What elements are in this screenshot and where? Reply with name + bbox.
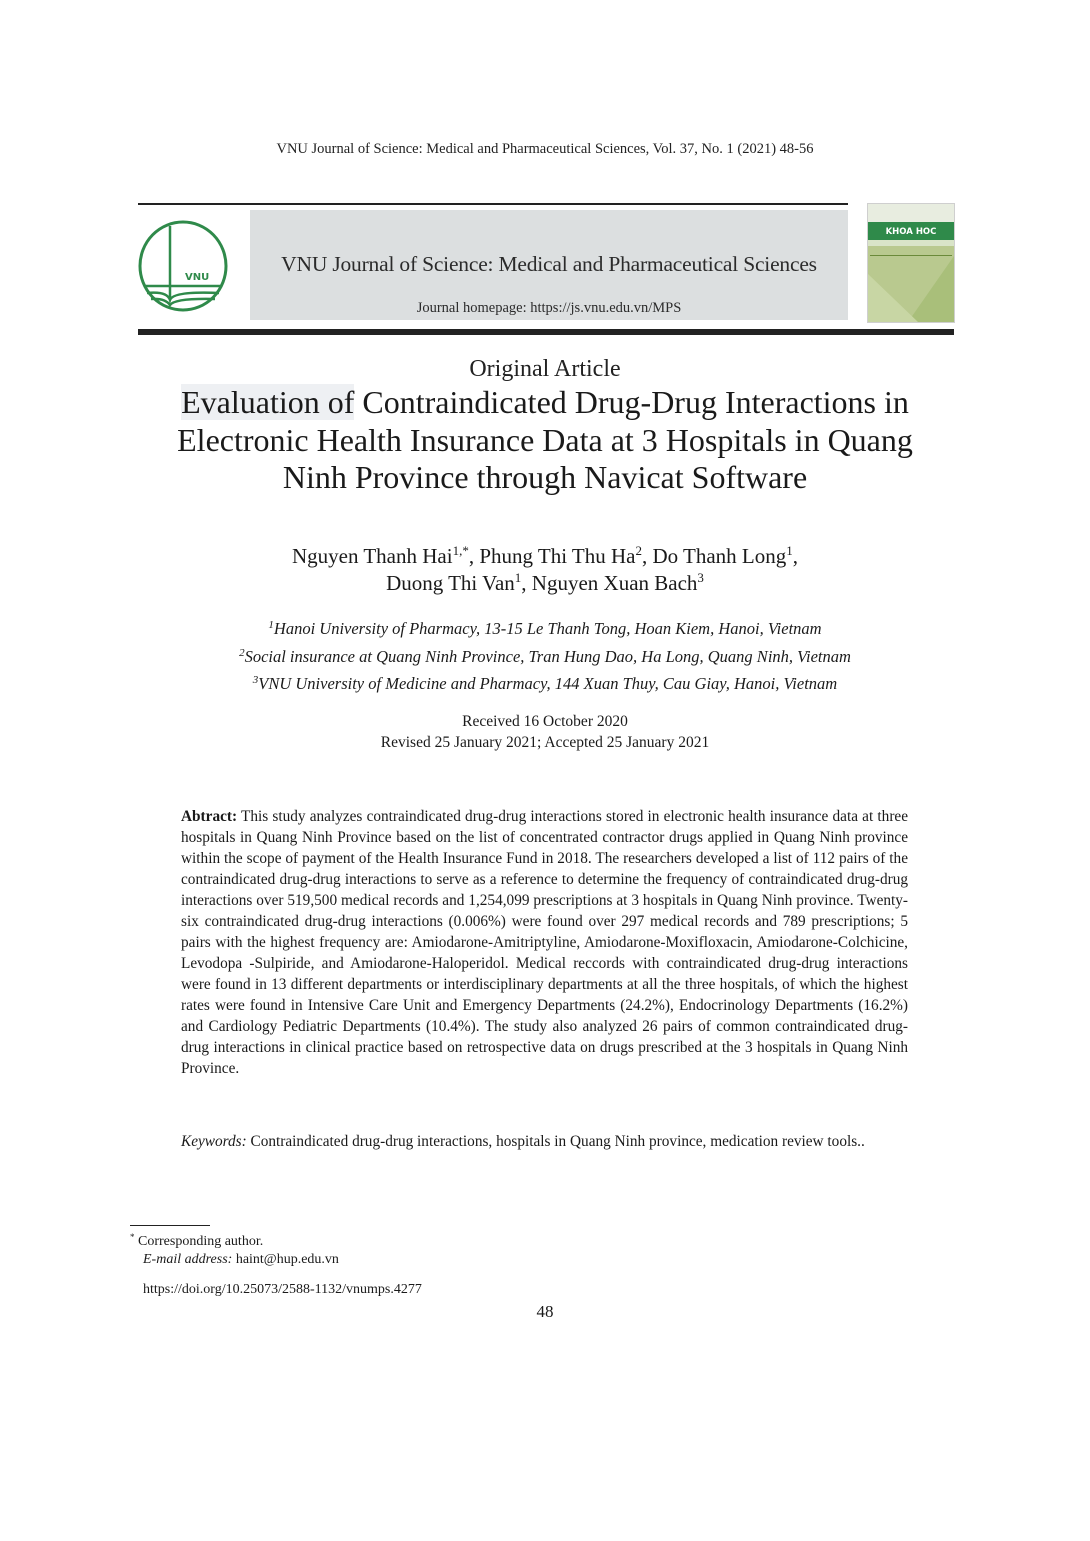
separator: , bbox=[521, 571, 532, 595]
journal-title: VNU Journal of Science: Medical and Pharmaceutical Sciences bbox=[281, 252, 817, 276]
affiliation bbox=[150, 643, 940, 671]
doi-link[interactable]: https://doi.org/10.25073/2588-1132/vnumps.4277 bbox=[143, 1282, 422, 1297]
affil-text: Hanoi University of Pharmacy, 13-15 Le Thanh Tong, Hoan Kiem, Hanoi, Vietnam bbox=[273, 619, 822, 638]
article-dates bbox=[0, 711, 1090, 753]
journal-homepage-link[interactable]: Journal homepage: https://js.vnu.edu.vn/MPS bbox=[416, 300, 682, 316]
corresponding-author-note bbox=[130, 1233, 263, 1251]
author-affil-sup: 1 bbox=[514, 570, 522, 585]
author-affil-sup: 2 bbox=[635, 543, 642, 558]
received-date: Received 16 October 2020 bbox=[462, 713, 628, 730]
affil-sup: 3 bbox=[252, 674, 259, 686]
cover-title: KHOA HOC bbox=[885, 227, 937, 237]
separator: , bbox=[792, 544, 798, 568]
revised-accepted-date: Revised 25 January 2021; Accepted 25 January 2021 bbox=[380, 734, 710, 751]
author: Duong Thi Van bbox=[386, 571, 515, 595]
article-title bbox=[150, 384, 940, 497]
title-line3: Ninh Province through Navicat Software bbox=[282, 459, 808, 495]
abstract-label: Abtract: bbox=[181, 808, 238, 825]
corresponding-text: Corresponding author. bbox=[134, 1234, 264, 1249]
author-affil-sup: 1,* bbox=[452, 543, 469, 558]
title-line2: Electronic Health Insurance Data at 3 Hospitals in Quang bbox=[177, 421, 913, 458]
email-note bbox=[143, 1251, 339, 1269]
separator: , bbox=[468, 544, 480, 568]
affil-sup: 2 bbox=[239, 646, 245, 659]
cover-subtitle-strip bbox=[868, 240, 954, 246]
affiliation bbox=[150, 670, 940, 698]
masthead-bottom-rule bbox=[138, 329, 954, 335]
separator: , bbox=[641, 544, 653, 568]
article-type: Original Article bbox=[469, 356, 621, 382]
abstract-text: This study analyzes contraindicated drug-drug interactions stored in electronic health insurance data at three hospitals in Quang Ninh Province based on the list of concentrated contractor drugs applied in Quang Ninh province within the scope of payment of the Health Insurance Fund in 2018. The researchers developed a list of 112 pairs of the contraindicated drug-drug interactions to serve as a reference to determine the frequency of contraindicated drug-drug interactions over 519,500 medical records and 1,254,099 prescriptions at 3 hospitals in Quang Ninh province. Twenty-six contraindicated drug-drug interactions (0.006%) were found over 297 medical records and 789 prescriptions; 5 pairs with the highest frequency are: Amiodarone-Amitriptyline, Amiodarone-Moxifloxacin, Amiodarone-Colchicine, Levodopa -Sulpiride, and Amiodarone-Haloperidol. Medical reccords with contraindicated drug-drug interactions were found in 13 different departments or interdisciplinary departments at all the three hospitals, of which the highest rates were found in Intensive Care Unit and Emergency Departments (24.2%), Endocrinology Departments (16.2%) and Cardiology Pediatric Departments (10.4%). The study also analyzed 26 pairs of common contraindicated drug-drug interactions in clinical practice based on retrospective data on drugs prescribed at the 3 hospitals in Quang Ninh Province. bbox=[181, 808, 908, 1077]
top-rule bbox=[138, 203, 848, 205]
affiliation bbox=[150, 615, 940, 643]
email-link[interactable]: haint@hup.edu.vn bbox=[232, 1252, 339, 1267]
author: Do Thanh Long bbox=[652, 544, 787, 568]
affil-text: VNU University of Medicine and Pharmacy, 144 Xuan Thuy, Cau Giay, Hanoi, Vietnam bbox=[258, 674, 838, 693]
running-head: VNU Journal of Science: Medical and Pharmaceutical Sciences, Vol. 37, No. 1 (2021) 48-56 bbox=[276, 141, 814, 157]
keywords-text: Contraindicated drug-drug interactions, hospitals in Quang Ninh province, medication review tools.. bbox=[246, 1133, 865, 1150]
page-number: 48 bbox=[536, 1302, 554, 1321]
footnote-rule bbox=[130, 1225, 210, 1226]
affiliations bbox=[150, 615, 940, 698]
journal-banner bbox=[250, 210, 848, 320]
footnote-marker: * bbox=[130, 1232, 135, 1242]
vnu-logo-icon bbox=[137, 220, 229, 312]
author: Phung Thi Thu Ha bbox=[479, 544, 636, 568]
cover-lines bbox=[870, 249, 952, 256]
affil-sup: 1 bbox=[268, 619, 274, 631]
svg-text:VNU: VNU bbox=[185, 272, 210, 283]
author: Nguyen Thanh Hai bbox=[292, 544, 453, 568]
keywords-label: Keywords: bbox=[181, 1133, 247, 1150]
cover-title-band bbox=[868, 222, 954, 240]
email-label: E-mail address: bbox=[143, 1252, 233, 1267]
title-highlight: Evaluation of bbox=[181, 384, 355, 420]
author-affil-sup: 1 bbox=[786, 543, 793, 558]
title-line1: Contraindicated Drug-Drug Interactions in bbox=[354, 384, 909, 420]
author: Nguyen Xuan Bach bbox=[531, 571, 698, 595]
keywords bbox=[181, 1131, 908, 1152]
affil-text: Social insurance at Quang Ninh Province, Tran Hung Dao, Ha Long, Quang Ninh, Vietnam bbox=[244, 646, 851, 666]
abstract bbox=[181, 806, 908, 1079]
journal-cover-thumbnail bbox=[867, 203, 955, 323]
author-affil-sup: 3 bbox=[697, 570, 704, 585]
author-list bbox=[150, 543, 940, 597]
cover-shape bbox=[868, 274, 918, 322]
cover-header bbox=[868, 204, 954, 222]
